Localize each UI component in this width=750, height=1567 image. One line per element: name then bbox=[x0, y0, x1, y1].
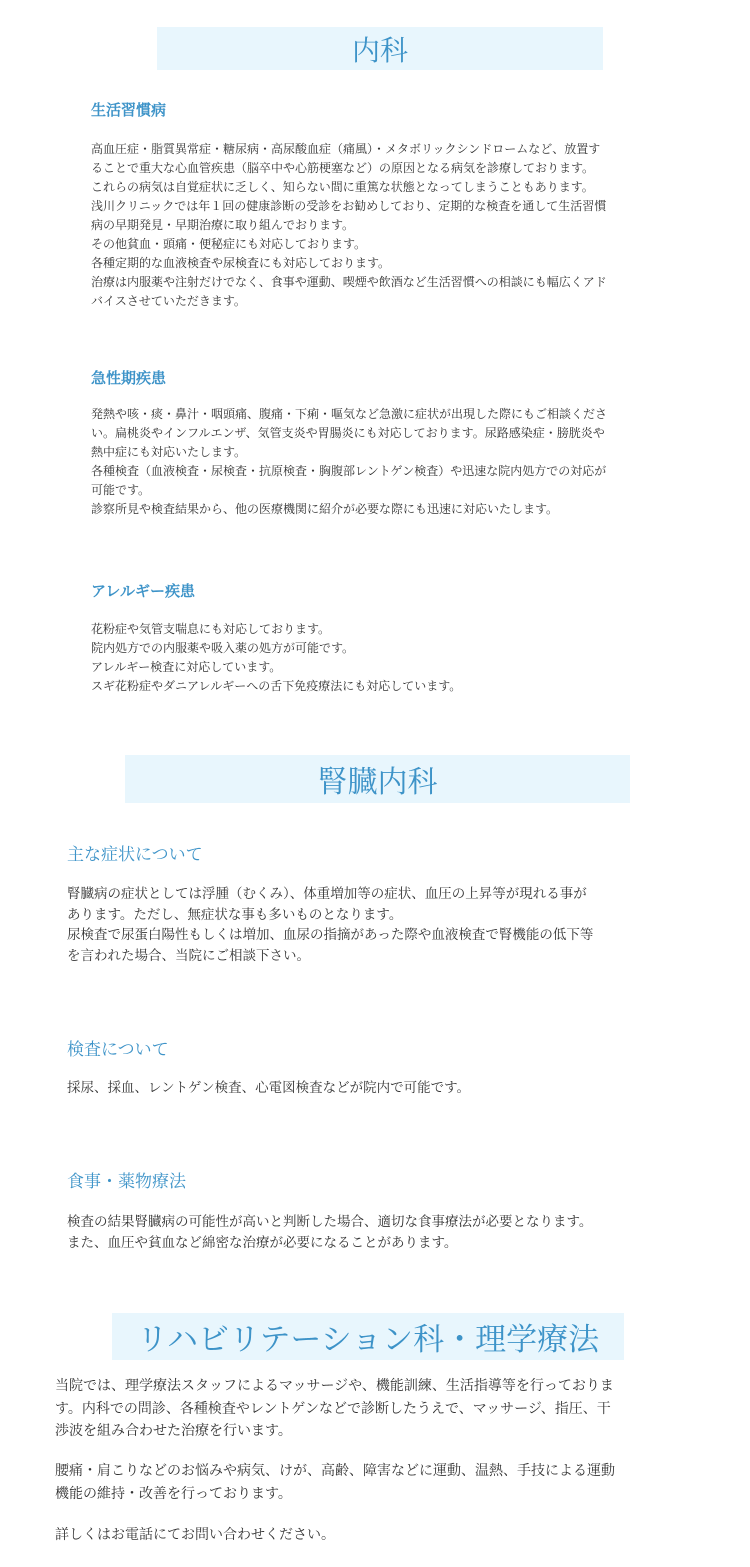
heading-tests: 検査について bbox=[67, 1040, 169, 1060]
heading-acute-disease: 急性期疾患 bbox=[91, 369, 167, 387]
text-rehab-treatment bbox=[55, 1460, 695, 1505]
text-line: 尿検査で尿蛋白陽性もしくは増加、血尿の指摘があった際や血液検査で腎機能の低下等 bbox=[67, 927, 594, 943]
text-rehab-intro bbox=[55, 1375, 695, 1443]
text-line: 治療は内服薬や注射だけでなく、食事や運動、喫煙や飲酒など生活習慣への相談にも幅広くアド bbox=[91, 275, 607, 289]
heading-main-symptoms: 主な症状について bbox=[67, 845, 203, 865]
text-line: 熱中症にも対応いたします。 bbox=[91, 445, 247, 459]
text-line: 機能の維持・改善を行っております。 bbox=[55, 1485, 292, 1502]
text-line: 当院では、理学療法スタッフによるマッサージや、機能訓練、生活指導等を行っておりま bbox=[55, 1378, 614, 1394]
heading-lifestyle-disease: 生活習慣病 bbox=[91, 101, 167, 119]
text-line: 発熱や咳・痰・鼻汁・咽頭痛、腹痛・下痢・嘔気など急激に症状が出現した際にもご相談くださ bbox=[91, 407, 608, 421]
section-title-naika: 内科 bbox=[157, 27, 603, 70]
text-line: また、血圧や貧血など綿密な治療が必要になることがあります。 bbox=[67, 1234, 458, 1251]
text-main-symptoms bbox=[67, 884, 677, 966]
text-line: 腎臓病の症状としては浮腫（むくみ）、体重増加等の症状、血圧の上昇等が現れる事が bbox=[67, 886, 587, 902]
text-line: ることで重大な心血管疾患（脳卒中や心筋梗塞など）の原因となる病気を診療しております。 bbox=[91, 161, 595, 175]
text-line: 院内処方での内服薬や吸入薬の処方が可能です。 bbox=[91, 641, 355, 655]
text-rehab-contact bbox=[55, 1524, 695, 1547]
section-title-rehabilitation: リハビリテーション科・理学療法 bbox=[112, 1313, 624, 1360]
text-line: 高血圧症・脂質異常症・糖尿病・高尿酸血症（痛風）・メタボリックシンドロームなど、放置す bbox=[91, 142, 601, 156]
section-title-jinzo: 腎臓内科 bbox=[125, 755, 630, 803]
text-line: 検査の結果腎臓病の可能性が高いと判断した場合、適切な食事療法が必要となります。 bbox=[67, 1214, 593, 1230]
text-line: 採尿、採血、レントゲン検査、心電図検査などが院内で可能です。 bbox=[67, 1080, 471, 1096]
text-acute-disease bbox=[91, 405, 671, 519]
text-line: 腰痛・肩こりなどのお悩みや病気、けが、高齢、障害などに運動、温熱、手技による運動 bbox=[55, 1463, 615, 1479]
text-line: い。扁桃炎やインフルエンザ、気管支炎や胃腸炎にも対応しております。尿路感染症・膀胱炎や bbox=[91, 426, 605, 440]
text-lifestyle-disease bbox=[91, 140, 671, 311]
text-line: アレルギー検査に対応しています。 bbox=[91, 660, 282, 674]
text-line: スギ花粉症やダニアレルギーへの舌下免疫療法にも対応しています。 bbox=[91, 679, 462, 693]
text-line: を言われた場合、当院にご相談下さい。 bbox=[67, 947, 310, 964]
text-tests bbox=[67, 1078, 677, 1099]
text-diet-medication bbox=[67, 1212, 677, 1253]
heading-allergy-disease: アレルギー疾患 bbox=[91, 582, 196, 600]
text-line: 病の早期発見・早期治療に取り組んでおります。 bbox=[91, 218, 355, 232]
text-line: 詳しくはお電話にてお問い合わせください。 bbox=[55, 1527, 335, 1543]
heading-diet-medication: 食事・薬物療法 bbox=[67, 1172, 186, 1192]
text-line: す。内科での問診、各種検査やレントゲンなどで診断したうえで、マッサージ、指圧、干 bbox=[55, 1400, 611, 1417]
text-line: 可能です。 bbox=[91, 483, 151, 497]
text-line: これらの病気は自覚症状に乏しく、知らない間に重篤な状態となってしまうこともあります。 bbox=[91, 180, 594, 194]
text-line: 診察所見や検査結果から、他の医療機関に紹介が必要な際にも迅速に対応いたします。 bbox=[91, 502, 559, 516]
text-line: その他貧血・頭痛・便秘症にも対応しております。 bbox=[91, 237, 367, 251]
text-line: 各種定期的な血液検査や尿検査にも対応しております。 bbox=[91, 256, 391, 270]
text-line: あります。ただし、無症状な事も多いものとなります。 bbox=[67, 906, 403, 923]
text-allergy-disease bbox=[91, 620, 671, 696]
text-line: 花粉症や気管支喘息にも対応しております。 bbox=[91, 622, 331, 636]
text-line: 渉波を組み合わせた治療を行います。 bbox=[55, 1423, 292, 1439]
text-line: バイスさせていただきます。 bbox=[91, 294, 246, 308]
text-line: 浅川クリニックでは年１回の健康診断の受診をお勧めしており、定期的な検査を通して生活習慣 bbox=[91, 199, 607, 213]
text-line: 各種検査（血液検査・尿検査・抗原検査・胸腹部レントゲン検査）や迅速な院内処方での対応が bbox=[91, 464, 607, 478]
